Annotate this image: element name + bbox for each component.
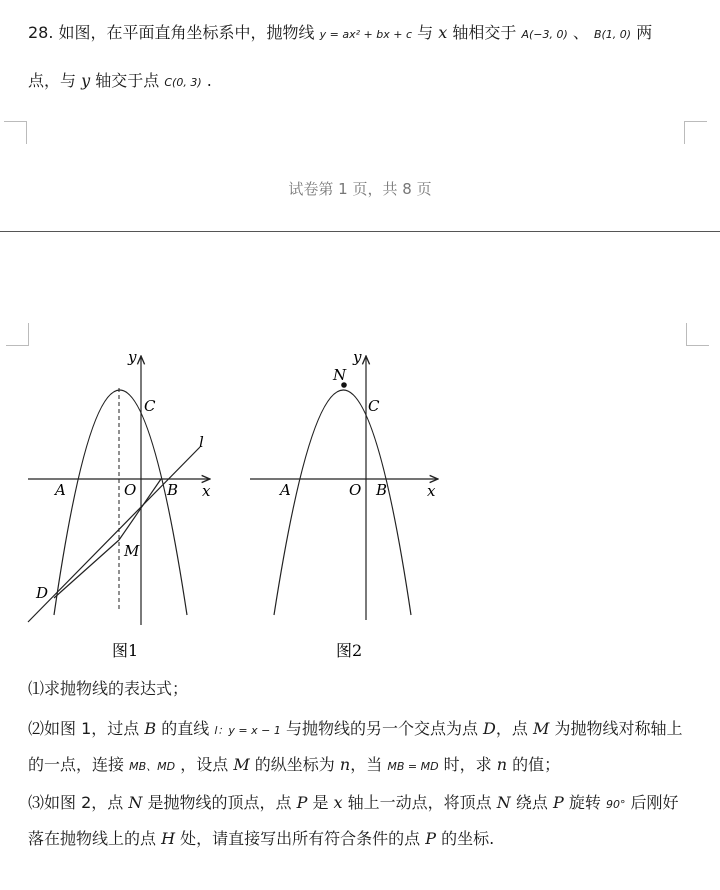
question-text: 落在抛物线上的点	[28, 829, 157, 848]
question-text: ，当	[350, 755, 383, 774]
fig2-caption: 图2	[336, 641, 363, 660]
point-b-symbol: B	[144, 719, 157, 738]
fig1-label-d: D	[36, 584, 49, 602]
question-text: 的纵坐标为	[254, 755, 335, 774]
question-text: 绕点	[515, 793, 548, 812]
fig1-line-l	[28, 447, 200, 622]
fig1-label-b: B	[167, 481, 179, 499]
fig1-label-o: O	[124, 481, 137, 499]
question-text: 是	[312, 793, 329, 812]
axis-x-symbol: x	[438, 23, 448, 42]
question-text: .	[206, 71, 212, 90]
point-p-symbol: P	[296, 793, 308, 812]
condition-equation: MB = MD	[387, 760, 439, 773]
question-text: 旋转	[568, 793, 601, 812]
question-number: 28.	[28, 23, 54, 42]
question-line-1	[28, 20, 652, 43]
variable-n: n	[339, 755, 351, 774]
question-text: 轴上一动点，将顶点	[347, 793, 492, 812]
separator: 、	[572, 23, 589, 42]
fig1-segment-md	[54, 540, 119, 598]
point-n-symbol: N	[128, 793, 143, 812]
question-text: 与抛物线的另一个交点为点	[285, 719, 478, 738]
fig2-label-n: N	[333, 366, 347, 384]
fig1-label-l: l	[199, 433, 204, 451]
question-text: ，设点	[180, 755, 229, 774]
fig1-label-c: C	[144, 397, 156, 415]
fig2-label-x: x	[427, 482, 436, 500]
fig2-label-c: C	[368, 397, 380, 415]
crop-mark	[4, 121, 27, 144]
page-separator	[0, 231, 720, 232]
fig1-label-a: A	[55, 481, 66, 499]
point-h-symbol: H	[161, 829, 176, 848]
point-p-symbol: P	[425, 829, 437, 848]
question-text: 两	[636, 23, 653, 42]
point-n-symbol: N	[496, 793, 511, 812]
sub-question-2-line-1	[28, 716, 682, 739]
fig1-label-y: y	[128, 348, 137, 366]
question-text: 后刚好	[630, 793, 679, 812]
axis-y-symbol: y	[81, 71, 91, 90]
page-footer: 试卷第 1 页，共 8 页	[288, 180, 432, 198]
figures	[0, 330, 720, 670]
question-text: 如图，在平面直角坐标系中，抛物线	[58, 23, 315, 42]
fig2-label-b: B	[376, 481, 388, 499]
question-text: 为抛物线对称轴上	[554, 719, 683, 738]
question-text: 轴相交于	[452, 23, 517, 42]
question-text: ，点	[495, 719, 528, 738]
rotation-angle: 90°	[605, 798, 626, 811]
question-text: 点，与	[28, 71, 77, 90]
question-text: ⑶如图 2，点	[28, 793, 124, 812]
fig1-caption: 图1	[112, 641, 139, 660]
fig2-label-a: A	[280, 481, 291, 499]
sub-question-3-line-1	[28, 790, 679, 813]
question-text: 处，请直接写出所有符合条件的点	[180, 829, 421, 848]
figure-2	[250, 348, 438, 660]
question-text: 的值；	[512, 755, 561, 774]
segments-mb-md: MB、MD	[129, 760, 176, 773]
point-m-symbol: M	[233, 755, 250, 774]
fig2-label-o: O	[349, 481, 362, 499]
question-text: 的一点，连接	[28, 755, 125, 774]
fig1-parabola	[54, 390, 187, 615]
question-text: 是抛物线的顶点，点	[147, 793, 292, 812]
point-d-symbol: D	[483, 719, 496, 738]
fig2-label-y: y	[353, 348, 362, 366]
question-text: ⑵如图 1，过点	[28, 719, 140, 738]
parabola-formula: y = ax² + bx + c	[319, 28, 412, 41]
question-text: 与	[417, 23, 434, 42]
question-line-2	[28, 68, 212, 91]
axis-x-symbol: x	[333, 793, 343, 812]
fig2-parabola	[274, 390, 411, 615]
figure-1	[28, 348, 211, 660]
crop-mark	[684, 121, 707, 144]
question-text: 的直线	[161, 719, 210, 738]
fig1-label-x: x	[202, 482, 211, 500]
question-text: 的坐标.	[441, 829, 495, 848]
sub-question-3-line-2	[28, 826, 494, 849]
sub-question-1	[28, 676, 188, 699]
question-text: 轴交于点	[95, 71, 160, 90]
point-m-symbol: M	[532, 719, 550, 738]
point-a-coord: A(−3, 0)	[521, 28, 568, 41]
line-l-equation: l：y = x − 1	[214, 724, 281, 737]
question-text: 时，求	[443, 755, 492, 774]
fig1-label-m: M	[124, 542, 140, 560]
point-c-coord: C(0, 3)	[164, 76, 202, 89]
point-b-coord: B(1, 0)	[593, 28, 632, 41]
question-text: ⑴求抛物线的表达式；	[28, 679, 189, 698]
sub-question-2-line-2	[28, 752, 560, 775]
variable-n: n	[496, 755, 508, 774]
point-p-symbol: P	[552, 793, 564, 812]
